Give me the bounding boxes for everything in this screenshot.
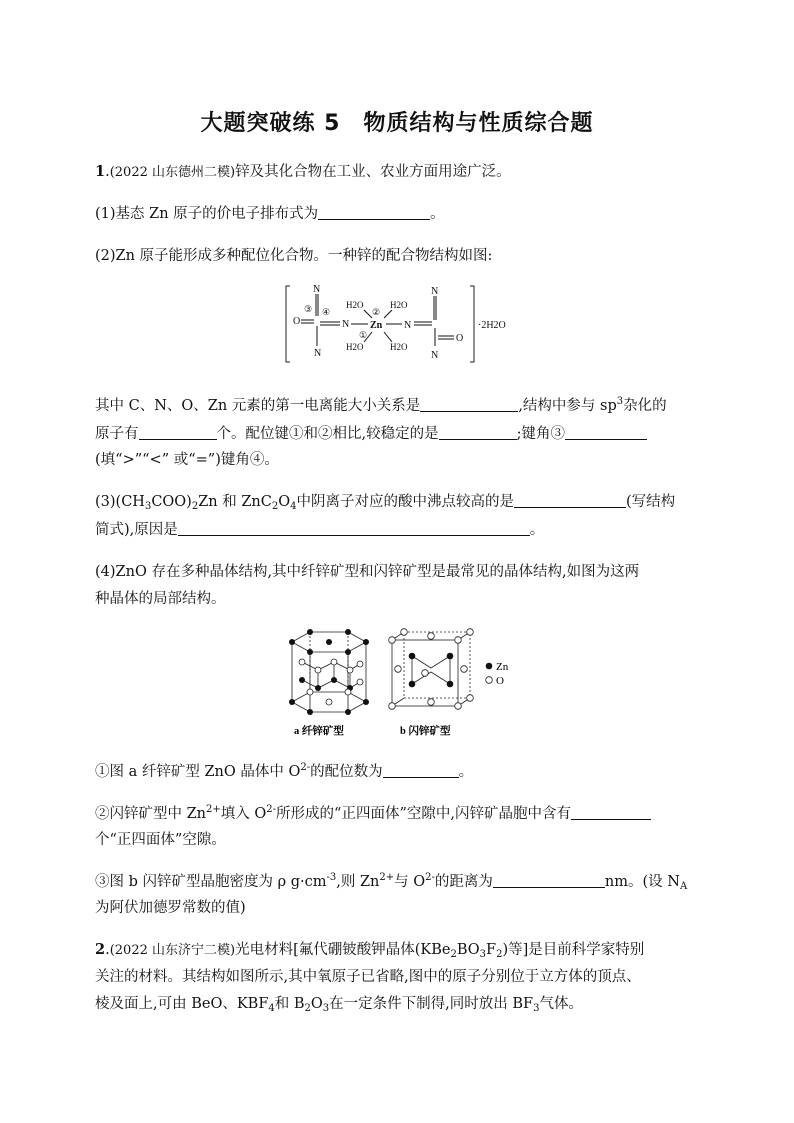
water-3: H2O (346, 342, 364, 352)
water-1: H2O (346, 300, 364, 310)
q2-line3: 棱及面上,可由 BeO、$KBF_4$和 $B_2O_3$在一定条件下制得,同时放出 $BF_3$气体。 (95, 996, 583, 1014)
q1-sub3-line2: 为阿伏加德罗常数的值) (95, 900, 246, 916)
answer-blank[interactable] (178, 521, 530, 536)
svg-text:O: O (456, 333, 464, 344)
marker-2: ② (372, 307, 381, 317)
legend-zn-marker (486, 663, 493, 670)
q2-number: 2 (95, 941, 106, 958)
svg-text:N: N (404, 320, 412, 331)
q1-sub2-line1: ②闪锌矿型中 $Zn^{2+}$填入 $O^{2-}$所形成的“正四面体”空隙中,闪锌矿晶胞中含有 (95, 804, 651, 824)
page-title: 大题突破练 5 物质结构与性质综合题 (200, 111, 594, 136)
q1-number: 1 (95, 163, 106, 180)
answer-blank[interactable] (318, 205, 430, 220)
caption-a: a 纤锌矿型 (294, 726, 344, 737)
answer-blank[interactable] (420, 397, 518, 412)
q1-part2-line1: 其中 C、N、O、Zn 元素的第一电离能大小关系是 ,结构中参与 $sp^3$杂化的 (95, 396, 667, 414)
atom-zn: Zn (370, 320, 383, 331)
legend-zn-label: Zn (496, 661, 509, 673)
q1-part4-line2: 种晶体的局部结构。 (95, 591, 226, 607)
q2-line2: 关注的材料。其结构如图所示,其中氧原子已省略,图中的原子分别位于立方体的顶点、 (95, 969, 641, 985)
marker-3: ③ (304, 304, 313, 314)
svg-text:N: N (431, 286, 439, 297)
answer-blank[interactable] (571, 805, 651, 820)
q2-source: (2022 山东济宁二模) (109, 943, 236, 958)
atom-o-left: O (293, 316, 301, 327)
q1-sub1: ①图 a 纤锌矿型 ZnO 晶体中 $O^{2-}$的配位数为 。 (95, 762, 474, 780)
q1-sub3-line1: ③图 b 闪锌矿型晶胞密度为 ρ $g\cdot cm^{-3}$,则 $Zn^{2+}$与 $O^{2-}$的距离为 nm。(设 $N_A$ (95, 872, 688, 892)
answer-blank[interactable] (139, 425, 217, 440)
q2-line1: 2.(2022 山东济宁二模)光电材料[氟代硼铍酸钾晶体$(KBe_2BO_3F_2)$等]是目前科学家特别 (95, 941, 645, 960)
answer-blank[interactable] (439, 425, 517, 440)
q1-part1: (1)基态 Zn 原子的价电子排布式为 。 (95, 206, 445, 222)
water-4: H2O (390, 342, 408, 352)
zinc-complex-structure-figure (284, 282, 524, 366)
atom-n-top-left: N (313, 284, 321, 295)
water-2: H2O (390, 300, 408, 310)
legend-o-label: O (496, 675, 504, 687)
answer-blank[interactable] (565, 425, 647, 440)
crystal-structures-figure (282, 628, 522, 740)
q1-source: (2022 山东德州二模) (109, 165, 236, 180)
q1-part2-line2: 原子有 个。配位键①和②相比,较稳定的是 ;键角③ (95, 424, 647, 444)
caption-b: b 闪锌矿型 (400, 726, 451, 737)
atom-n-bottom-left: N (314, 348, 322, 359)
svg-text:N: N (431, 350, 439, 361)
answer-blank[interactable] (493, 873, 605, 888)
q1-intro: 1.(2022 山东德州二模)锌及其化合物在工业、农业方面用途广泛。 (95, 163, 511, 180)
q1-part2: (2)Zn 原子能形成多种配位化合物。一种锌的配合物结构如图: (95, 248, 493, 264)
marker-1: ① (359, 330, 368, 340)
answer-blank[interactable] (383, 763, 459, 778)
svg-text:N: N (342, 319, 350, 330)
q1-part2-line3: (填“>”“<” 或“=”)键角④。 (95, 452, 279, 468)
q1-part3-line2: 简式),原因是 。 (95, 522, 545, 538)
q1-part4-line1: (4)ZnO 存在多种晶体结构,其中纤锌矿型和闪锌矿型是最常见的晶体结构,如图为这两 (95, 564, 640, 580)
marker-4: ④ (322, 307, 331, 317)
q1-part3-line1: $(3)(CH_3COO)_2Zn$ 和 $ZnC_2O_4$中阴离子对应的酸中沸点较高的是 (写结构 (95, 494, 676, 512)
q1-sub2-line2: 个“正四面体”空隙。 (95, 832, 226, 848)
legend-o-marker (486, 677, 493, 684)
hydrate-suffix: ·2H2O (478, 320, 506, 331)
answer-blank[interactable] (514, 493, 626, 508)
